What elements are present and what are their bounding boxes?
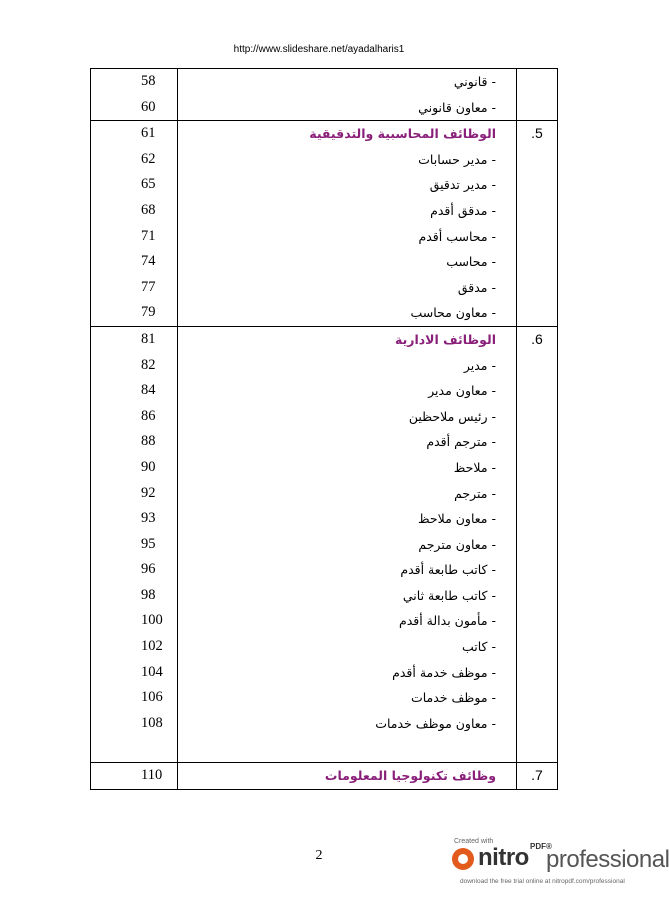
toc-entry: - محاسب أقدم — [418, 228, 496, 244]
toc-entry: - كاتب طابعة أقدم — [400, 562, 496, 578]
toc-entry: - مدقق — [457, 279, 496, 295]
section-heading: الوظائف المحاسبية والتدقيقية — [309, 126, 496, 142]
page-numbers-cell — [91, 121, 178, 327]
section-heading-page: 61 — [141, 125, 156, 142]
entries-cell — [178, 121, 517, 327]
toc-entry: - مدير تدقيق — [429, 177, 496, 193]
toc-entry: - موظف خدمات — [410, 690, 496, 706]
toc-entry: - معاون مترجم — [418, 536, 496, 552]
logo-brand: nitro — [478, 844, 529, 871]
page-number: 2 — [315, 848, 323, 863]
toc-section-row — [91, 763, 558, 790]
section-index-cell — [517, 121, 558, 327]
section-index-cell — [517, 763, 558, 790]
toc-entry-page: 100 — [141, 612, 163, 629]
toc-entry: - كاتب — [462, 639, 496, 655]
toc-entry-page: 86 — [141, 407, 156, 424]
entries-cell — [178, 69, 517, 121]
toc-entry-page: 102 — [141, 638, 163, 655]
toc-entry: - مدير — [463, 357, 496, 373]
toc-entry-page: 90 — [141, 458, 156, 475]
section-heading-page: 81 — [141, 330, 156, 347]
toc-entry-page: 84 — [141, 382, 156, 399]
logo-edition: professional — [546, 846, 669, 873]
section-index-cell — [517, 69, 558, 121]
toc-entry-page: 98 — [141, 586, 156, 603]
toc-entry: - معاون ملاحظ — [418, 511, 496, 527]
toc-entry: - معاون موظف خدمات — [375, 715, 496, 731]
page-numbers-cell — [91, 69, 178, 121]
toc-entry: - ملاحظ — [453, 459, 496, 475]
logo-created-with: Created with — [454, 838, 494, 845]
toc-entry-page: 77 — [141, 278, 156, 295]
section-index: .5 — [531, 125, 543, 142]
section-heading: وظائف تكنولوجيا المعلومات — [324, 768, 496, 784]
section-index: .7 — [531, 767, 543, 784]
toc-entry: - مترجم أقدم — [426, 434, 496, 450]
toc-entry-page: 92 — [141, 484, 156, 501]
header-url: http://www.slideshare.net/ayadalharis1 — [233, 44, 405, 55]
toc-entry: - محاسب — [446, 254, 496, 270]
blank-line — [178, 736, 516, 762]
toc-entry-page: 65 — [141, 176, 156, 193]
toc-entry-page: 71 — [141, 227, 156, 244]
logo-download-text: download the free trial online at nitropdf.com/professional — [460, 878, 625, 885]
toc-entry: - كاتب طابعة ثاني — [402, 587, 496, 603]
nitro-logo-icon — [452, 848, 474, 870]
toc-entry-page: 106 — [141, 689, 163, 706]
toc-entry-page: 96 — [141, 561, 156, 578]
toc-section-row — [91, 121, 558, 327]
toc-entry-page: 68 — [141, 201, 156, 218]
toc-entry-page: 93 — [141, 510, 156, 527]
toc-entry-page: 79 — [141, 304, 156, 321]
toc-entry: - قانوني — [453, 74, 496, 89]
section-heading: الوظائف الادارية — [395, 331, 496, 347]
entries-cell — [178, 763, 517, 790]
section-index: .6 — [531, 330, 543, 347]
toc-entry-page: 104 — [141, 663, 163, 680]
toc-entry: - مترجم — [454, 485, 496, 501]
page-numbers-cell — [91, 763, 178, 790]
logo-pdf: PDF® — [530, 842, 552, 851]
toc-entry-page: 95 — [141, 535, 156, 552]
section-index-cell — [517, 326, 558, 762]
toc-table — [90, 68, 558, 790]
toc-entry-page: 58 — [141, 73, 156, 89]
entries-cell — [178, 326, 517, 762]
toc-entry: - مدير حسابات — [418, 151, 496, 167]
toc-entry-page: 88 — [141, 433, 156, 450]
toc-entry: - معاون مدير — [428, 383, 496, 399]
toc-entry: - مأمون بدالة أقدم — [398, 613, 496, 629]
toc-entry: - موظف خدمة أقدم — [392, 664, 496, 680]
toc-section-row — [91, 69, 558, 121]
toc-entry-page: 108 — [141, 714, 163, 731]
toc-section-row — [91, 326, 558, 762]
toc-entry-page: 62 — [141, 150, 156, 167]
toc-entry-page: 60 — [141, 98, 156, 115]
nitro-pdf-logo — [438, 838, 669, 894]
toc-entry: - معاون محاسب — [410, 305, 496, 321]
toc-entry: - رئيس ملاحظين — [408, 408, 496, 424]
page-numbers-cell — [91, 326, 178, 762]
section-heading-page: 110 — [141, 767, 163, 784]
toc-entry-page: 82 — [141, 356, 156, 373]
toc-entry: - معاون قانوني — [418, 99, 496, 115]
toc-entry: - مدقق أقدم — [430, 202, 496, 218]
toc-entry-page: 74 — [141, 253, 156, 270]
